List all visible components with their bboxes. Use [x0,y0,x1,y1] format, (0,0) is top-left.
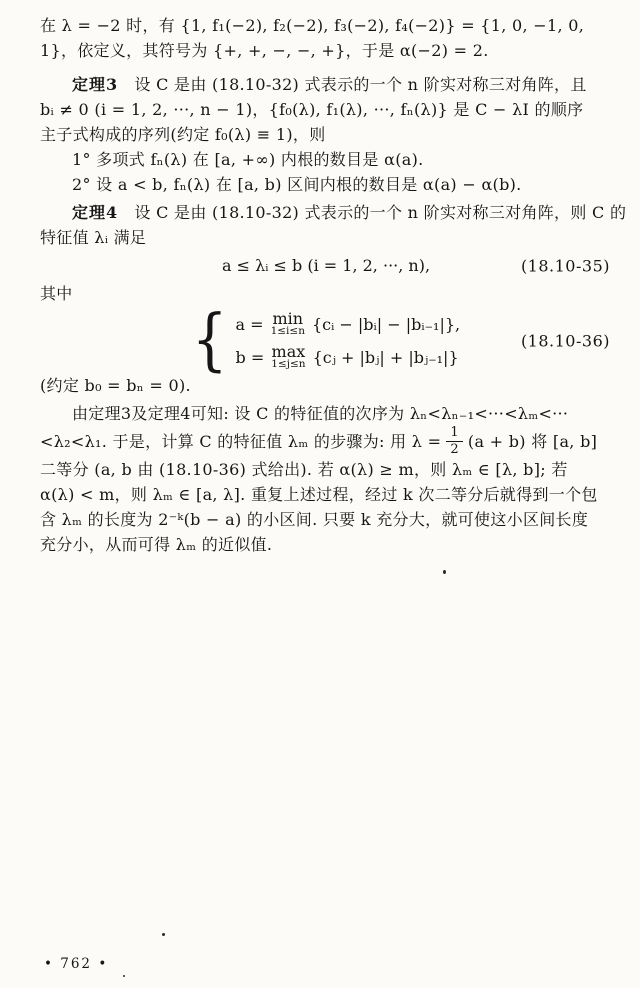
equation-18-10-35-body: a ≤ λᵢ ≤ b (i = 1, 2, ···, n), [221,256,431,275]
theorem4-line-2: 特征值 λᵢ 满足 [40,228,147,247]
scan-speck [162,933,165,936]
theorem3-line1-text: 设 C 是由 (18.10-32) 式表示的一个 n 阶实对称三对角阵，且 [118,75,587,94]
scan-speck [443,570,446,574]
page-content [40,13,627,557]
closing-line-4: α(λ) < m，则 λₘ ∈ [a, λ]. 重复上述过程，经过 k 次二等分后就得到一个包 [40,485,598,504]
theorem4-heading-line [40,200,627,225]
fraction-denominator: 2 [450,442,459,457]
row-b-expression: {cⱼ + |bⱼ| + |bⱼ₋₁|} [312,347,459,367]
max-symbol: max [271,342,306,361]
one-half-fraction [446,426,463,457]
theorem4-line1-text: 设 C 是由 (18.10-32) 式表示的一个 n 阶实对称三对角阵，则 C 的 [118,203,627,222]
max-operator [271,344,305,370]
equation-18-10-35 [40,253,612,278]
equation-18-10-36-number: (18.10-36) [520,331,610,350]
equation-row-b [236,344,461,370]
equation-system-rows [236,311,461,370]
row-a-lhs: a = [235,314,264,334]
theorem3-line-3: 主子式构成的序列(约定 f₀(λ) ≡ 1)，则 [40,125,326,144]
fraction-numerator: 1 [446,426,463,442]
max-limits: 1≤j≤n [271,358,306,370]
theorem4-label: 定理4 [72,203,119,222]
after-eq35-text: 其中 [40,284,73,303]
theorem3-item-1: 1° 多项式 fₙ(λ) 在 [a, +∞) 内根的数目是 α(a). [72,150,424,169]
theorem3-line-2: bᵢ ≠ 0 (i = 1, 2, ···, n − 1)，{f₀(λ), f₁(λ), ···, fₙ(λ)} 是 C − λI 的顺序 [40,100,584,119]
closing-line-5: 含 λₘ 的长度为 2⁻ᵏ(b − a) 的小区间. 只要 k 充分大，就可使这小区间长度 [40,510,589,529]
theorem3-item-2: 2° 设 a < b, fₙ(λ) 在 [a, b) 区间内根的数目是 α(a) − α(b). [72,175,522,194]
closing-line-6: 充分小，从而可得 λₘ 的近似值. [40,535,273,554]
scan-speck [123,975,125,977]
left-brace: { [191,300,228,379]
closing-line-2-post: (a + b) 将 [a, b] [467,432,598,451]
page-number: • 762 • [44,956,109,972]
equation-18-10-35-number: (18.10-35) [520,256,610,275]
theorem3-label: 定理3 [72,75,119,94]
closing-line-2-pre: <λ₂<λ₁. 于是，计算 C 的特征值 λₘ 的步骤为: 用 λ = [40,432,442,451]
closing-line-2 [40,426,612,457]
row-b-lhs: b = [235,347,265,367]
equation-row-a [236,311,461,337]
min-symbol: min [272,309,304,328]
equation-18-10-36 [40,300,612,379]
row-a-expression: {cᵢ − |bᵢ| − |bᵢ₋₁|}, [311,314,461,334]
closing-line-3: 二等分 (a, b 由 (18.10-36) 式给出). 若 α(λ) ≥ m，则 λₘ ∈ [λ, b]; 若 [40,460,568,479]
closing-line-1: 由定理3及定理4可知: 设 C 的特征值的次序为 λₙ<λₙ₋₁<···<λₘ<··· [72,404,569,423]
intro-line-2: 1}，依定义，其符号为 {+, +, −, −, +}，于是 α(−2) = 2. [40,41,489,60]
intro-line-1: 在 λ = −2 时，有 {1, f₁(−2), f₂(−2), f₃(−2), f₄(−2)} = {1, 0, −1, 0, [40,16,585,35]
min-limits: 1≤i≤n [270,325,305,337]
theorem3-heading-line [40,72,612,97]
after-eq36-convention: (约定 b₀ = bₙ = 0). [40,376,191,395]
min-operator [271,311,305,337]
